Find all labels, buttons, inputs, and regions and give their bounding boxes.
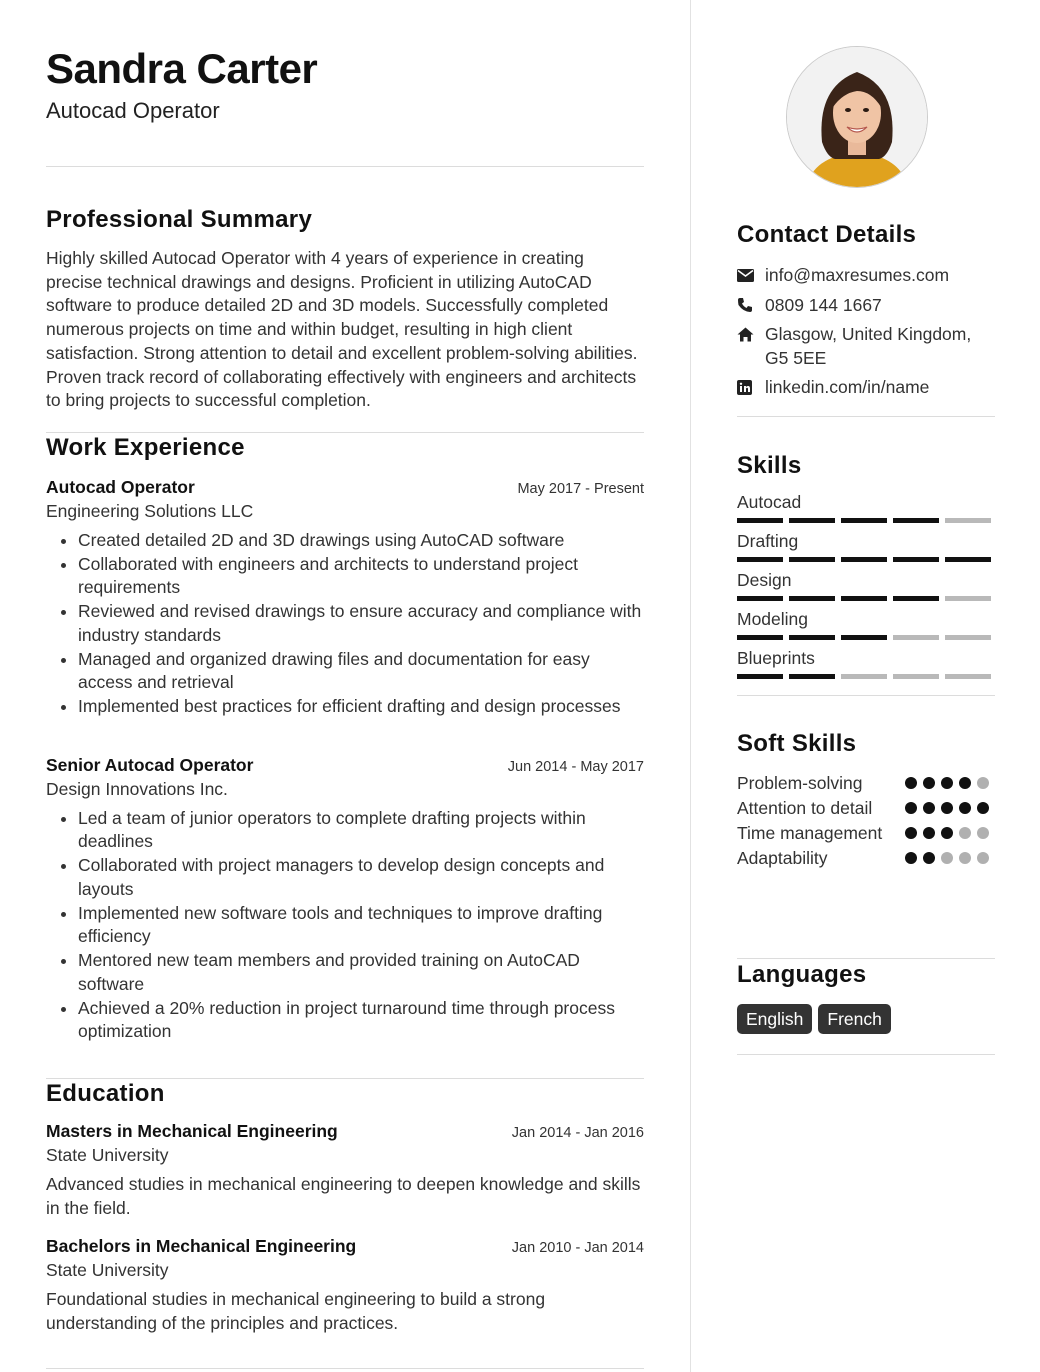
skill-level-bar (737, 596, 995, 601)
skill-level-segment (841, 596, 887, 601)
skills-title: Skills (737, 452, 802, 479)
candidate-role: Autocad Operator (46, 98, 220, 123)
language-tag-english: English (737, 1004, 812, 1034)
header-divider (46, 166, 644, 167)
skill-level-segment (789, 557, 835, 562)
skill-level-segment (893, 635, 939, 640)
rating-dot (977, 827, 989, 839)
job-bullet: • Led a team of junior operators to complete drafting projects within deadlines (78, 807, 644, 854)
skills-list (737, 491, 995, 679)
contact-address-row (737, 323, 995, 370)
education-date: Jan 2010 - Jan 2014 (511, 1240, 644, 1257)
soft-skill-row (737, 796, 995, 821)
job-bullet: • Created detailed 2D and 3D drawings using AutoCAD software (78, 529, 644, 553)
linkedin-icon (737, 376, 765, 399)
rating-dot (941, 777, 953, 789)
experience-section (46, 433, 644, 1044)
skill-level-segment (945, 557, 991, 562)
education-section (46, 1079, 644, 1336)
job-bullet: • Reviewed and revised drawings to ensure accuracy and compliance with industry standards (78, 600, 644, 647)
job-title: Senior Autocad Operator (46, 754, 254, 775)
rating-dot (905, 777, 917, 789)
skill-level-segment (737, 557, 783, 562)
job-bullet: • Mentored new team members and provided training on AutoCAD software (78, 949, 644, 996)
contact-section (737, 220, 995, 417)
job-bullet: • Collaborated with engineers and architects to understand project requirements (78, 553, 644, 600)
rating-dot (959, 852, 971, 864)
language-tag-french: French (818, 1004, 890, 1034)
contact-email-row (737, 264, 995, 288)
skill-level-bar (737, 518, 995, 523)
rating-dot (941, 802, 953, 814)
skill-level-segment (737, 635, 783, 640)
candidate-name: Sandra Carter (46, 45, 318, 92)
skill-level-segment (893, 518, 939, 523)
job-bullets (46, 807, 644, 1044)
job-title: Autocad Operator (46, 476, 195, 497)
rating-dot (905, 852, 917, 864)
language-tags (737, 1004, 995, 1034)
skill-level-segment (945, 674, 991, 679)
rating-dot (923, 777, 935, 789)
job-date: May 2017 - Present (517, 480, 644, 497)
summary-title: Professional Summary (46, 206, 313, 233)
languages-title: Languages (737, 961, 867, 988)
soft-skill-row (737, 821, 995, 846)
skill-level-segment (789, 596, 835, 601)
soft-skill-row (737, 846, 995, 871)
contact-phone[interactable]: 0809 144 1667 (765, 294, 882, 315)
soft-skills-section (737, 729, 995, 871)
rating-dot (941, 852, 953, 864)
skill-level-segment (841, 518, 887, 523)
soft-skill-label: Time management (737, 823, 883, 843)
soft-skills-title: Soft Skills (737, 730, 857, 757)
skill-level-segment (893, 557, 939, 562)
contact-email[interactable]: info@maxresumes.com (765, 265, 950, 285)
skill-level-segment (737, 518, 783, 523)
education-entry (46, 1234, 644, 1335)
soft-skill-dots (905, 846, 995, 871)
skill-level-bar (737, 674, 995, 679)
soft-skill-label: Attention to detail (737, 798, 873, 818)
skill-label: Design (737, 570, 792, 590)
summary-section (46, 205, 644, 413)
soft-skills-divider (737, 958, 995, 959)
contact-title: Contact Details (737, 221, 917, 248)
soft-skill-dots (905, 796, 995, 821)
rating-dot (977, 777, 989, 789)
contact-linkedin-row (737, 376, 995, 400)
job-bullet: • Managed and organized drawing files and documentation for easy access and retrieval (78, 648, 644, 695)
skill-level-segment (945, 635, 991, 640)
rating-dot (923, 852, 935, 864)
rating-dot (959, 827, 971, 839)
skill-label: Modeling (737, 609, 809, 629)
job-bullet: • Implemented best practices for efficient drafting and design processes (78, 695, 644, 719)
soft-skill-label: Adaptability (737, 848, 828, 868)
home-icon (737, 323, 765, 346)
rating-dot (905, 802, 917, 814)
summary-text: Highly skilled Autocad Operator with 4 years of experience in creating precise technical drawings and designs. Proficient in utilizing AutoCAD software to produce detailed 2D and 3D models. Successfully completed numerous projects on time and within budget, resulting in high client satisfaction. Strong attention to detail and excellent problem-solving abilities. Proven track record of collaborating effectively with engineers and architects to bring projects to successful completion. (46, 248, 638, 411)
rating-dot (959, 802, 971, 814)
skill-label: Blueprints (737, 648, 815, 668)
languages-divider (737, 1054, 995, 1055)
skill-level-segment (945, 518, 991, 523)
soft-skills-list (737, 771, 995, 871)
experience-title: Work Experience (46, 433, 245, 461)
job-bullet: • Collaborated with project managers to develop design concepts and layouts (78, 854, 644, 901)
soft-skill-label: Problem-solving (737, 773, 863, 793)
profile-photo (786, 46, 928, 188)
job-bullets (46, 529, 644, 719)
contact-phone-row (737, 294, 995, 318)
job-entry (46, 475, 644, 719)
job-bullet: • Achieved a 20% reduction in project turnaround time through process optimization (78, 997, 644, 1044)
rating-dot (977, 802, 989, 814)
job-entry (46, 753, 644, 1044)
soft-skill-row (737, 771, 995, 796)
languages-section (737, 958, 995, 1055)
skill-label: Autocad (737, 492, 802, 512)
rating-dot (923, 802, 935, 814)
education-desc: Advanced studies in mechanical engineering to deepen knowledge and skills in the field. (46, 1173, 641, 1218)
column-divider (690, 0, 691, 1372)
skill-level-segment (893, 596, 939, 601)
job-date: Jun 2014 - May 2017 (507, 758, 644, 775)
school-name: State University (46, 1144, 169, 1165)
skill-level-segment (841, 674, 887, 679)
education-date: Jan 2014 - Jan 2016 (511, 1124, 644, 1141)
contact-linkedin[interactable]: linkedin.com/in/name (765, 377, 930, 397)
skill-level-segment (789, 674, 835, 679)
education-desc: Foundational studies in mechanical engineering to build a strong understanding of the principles and practices. (46, 1289, 546, 1334)
skill-level-segment (945, 596, 991, 601)
phone-icon (737, 294, 765, 317)
education-entry (46, 1119, 644, 1220)
skill-level-segment (789, 635, 835, 640)
degree-title: Bachelors in Mechanical Engineering (46, 1236, 357, 1257)
education-divider (46, 1368, 644, 1369)
degree-title: Masters in Mechanical Engineering (46, 1120, 338, 1141)
skills-divider (737, 695, 995, 696)
skill-level-segment (737, 596, 783, 601)
soft-skill-dots (905, 821, 995, 846)
job-bullet: • Implemented new software tools and techniques to improve drafting efficiency (78, 902, 644, 949)
skill-level-segment (841, 557, 887, 562)
skill-level-bar (737, 557, 995, 562)
rating-dot (905, 827, 917, 839)
education-title: Education (46, 1079, 165, 1107)
skill-level-segment (893, 674, 939, 679)
rating-dot (977, 852, 989, 864)
skill-level-segment (841, 635, 887, 640)
contact-divider (737, 416, 995, 417)
skills-section (737, 451, 995, 696)
contact-address: Glasgow, United Kingdom, G5 5EE (765, 324, 972, 368)
main-column (46, 44, 644, 1369)
skill-level-segment (737, 674, 783, 679)
envelope-icon (737, 264, 765, 287)
school-name: State University (46, 1260, 169, 1281)
skill-level-bar (737, 635, 995, 640)
job-company: Design Innovations Inc. (46, 778, 228, 799)
soft-skill-dots (905, 771, 995, 796)
rating-dot (923, 827, 935, 839)
job-company: Engineering Solutions LLC (46, 500, 254, 521)
skill-level-segment (789, 518, 835, 523)
rating-dot (959, 777, 971, 789)
skill-label: Drafting (737, 531, 799, 551)
rating-dot (941, 827, 953, 839)
